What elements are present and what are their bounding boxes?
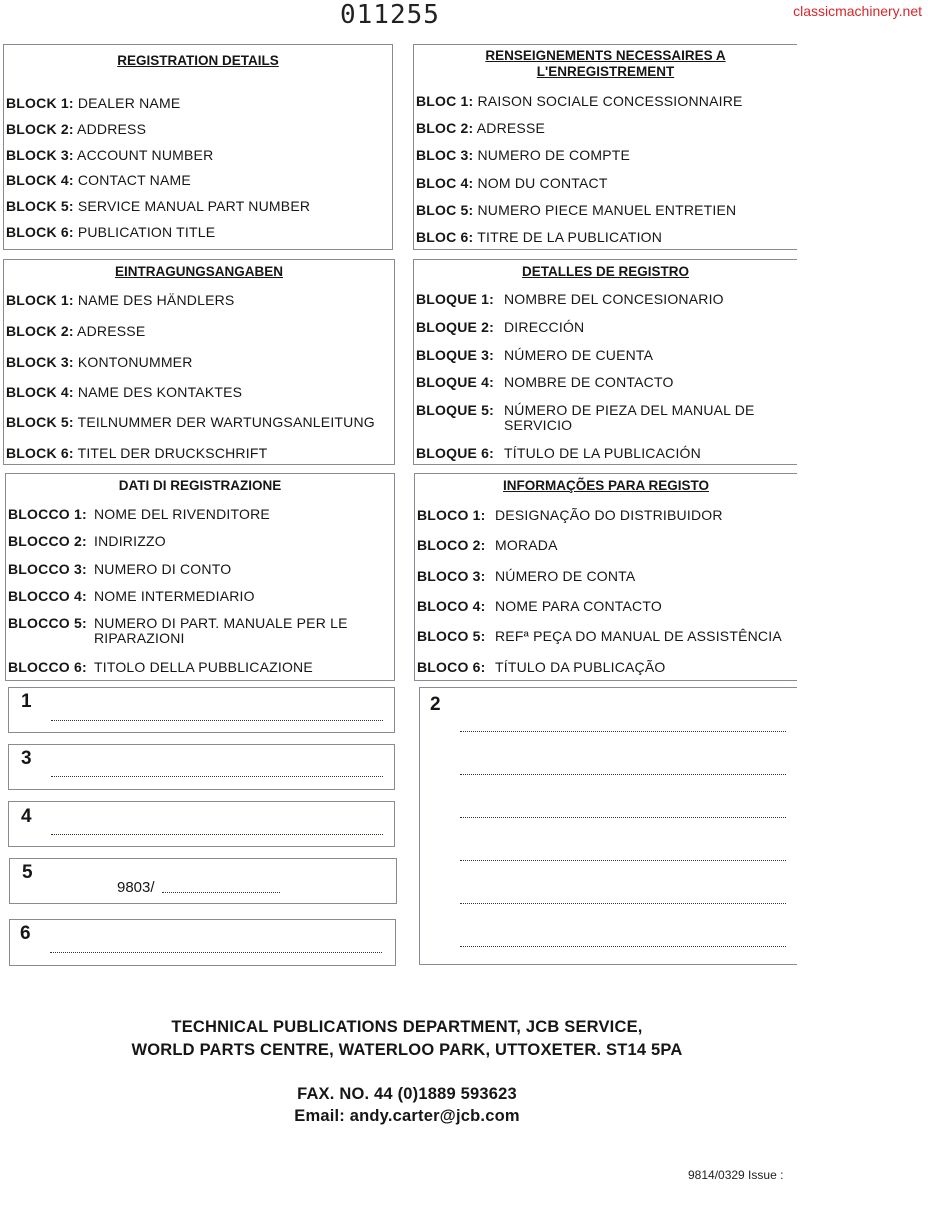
section-portuguese (414, 473, 797, 681)
list-item: BLOQUE 2: DIRECCIÓN (416, 319, 585, 335)
list-item: BLOQUE 4: NOMBRE DE CONTACTO (416, 374, 674, 390)
section-spanish (413, 259, 797, 465)
list-item: BLOCK 5: TEILNUMMER DER WARTUNGSANLEITUNG (6, 414, 375, 430)
list-item: BLOCK 4: CONTACT NAME (6, 172, 191, 188)
list-item: BLOCCO 6: TITOLO DELLA PUBBLICAZIONE (8, 659, 313, 675)
section-heading: RENSEIGNEMENTS NECESSAIRES A L'ENREGISTREMENT (485, 48, 726, 79)
list-item: BLOCO 1: DESIGNAÇÃO DO DISTRIBUIDOR (417, 507, 723, 523)
email-address: Email: andy.carter@jcb.com (294, 1107, 520, 1125)
list-item: BLOCCO 2: INDIRIZZO (8, 533, 166, 549)
section-german (3, 259, 395, 465)
list-item: BLOCK 2: ADDRESS (6, 121, 147, 137)
list-item: BLOCK 1: DEALER NAME (6, 95, 181, 111)
address-line-field[interactable] (460, 774, 786, 775)
list-item: BLOQUE 3: NÚMERO DE CUENTA (416, 347, 654, 363)
list-item: BLOCK 6: TITEL DER DRUCKSCHRIFT (6, 445, 268, 461)
address-line-field[interactable] (460, 817, 786, 818)
service-manual-part-number-field[interactable] (162, 892, 280, 893)
serial-number: 011255 (340, 0, 440, 30)
section-heading: DATI DI REGISTRAZIONE (118, 478, 282, 493)
address-line-field[interactable] (460, 903, 786, 904)
list-item: BLOC 1: RAISON SOCIALE CONCESSIONNAIRE (416, 93, 743, 109)
department-address-line2: WORLD PARTS CENTRE, WATERLOO PARK, UTTOXETER. ST14 5PA (131, 1041, 683, 1059)
list-item: BLOCCO 3: NUMERO DI CONTO (8, 561, 232, 577)
list-item: BLOCCO 4: NOME INTERMEDIARIO (8, 588, 255, 604)
issue-number: 9814/0329 Issue : (688, 1168, 784, 1182)
list-item: BLOC 6: TITRE DE LA PUBLICATION (416, 229, 663, 245)
publication-title-field[interactable] (50, 952, 382, 953)
block-number: 1 (21, 691, 32, 712)
part-number-prefix: 9803/ (117, 879, 155, 896)
address-line-field[interactable] (460, 731, 786, 732)
section-english (3, 44, 393, 250)
department-address-line1: TECHNICAL PUBLICATIONS DEPARTMENT, JCB SERVICE, (171, 1018, 643, 1036)
list-item: BLOCK 3: ACCOUNT NUMBER (6, 147, 214, 163)
list-item: BLOC 3: NUMERO DE COMPTE (416, 147, 631, 163)
address-line-field[interactable] (460, 860, 786, 861)
form-block-6 (9, 919, 396, 966)
list-item: BLOC 4: NOM DU CONTACT (416, 175, 608, 191)
block-number: 5 (22, 862, 33, 883)
list-item: BLOQUE 1: NOMBRE DEL CONCESIONARIO (416, 291, 724, 307)
block-number: 2 (430, 694, 441, 715)
form-block-4 (8, 801, 395, 847)
account-number-field[interactable] (51, 776, 383, 777)
watermark: classicmachinery.net (793, 3, 922, 19)
fax-number: FAX. NO. 44 (0)1889 593623 (297, 1085, 517, 1103)
address-line-field[interactable] (460, 946, 786, 947)
list-item: BLOCO 4: NOME PARA CONTACTO (417, 598, 662, 614)
list-item: BLOQUE 6: TÍTULO DE LA PUBLICACIÓN (416, 445, 701, 461)
list-item: BLOCO 2: MORADA (417, 537, 558, 553)
section-heading: DETALLES DE REGISTRO (521, 264, 689, 279)
section-heading: REGISTRATION DETAILS (117, 53, 279, 68)
list-item: BLOC 5: NUMERO PIECE MANUEL ENTRETIEN (416, 202, 737, 218)
list-item: BLOCO 6: TÍTULO DA PUBLICAÇÃO (417, 659, 666, 675)
section-french (413, 44, 797, 250)
section-italian (5, 473, 395, 681)
dealer-name-field[interactable] (51, 720, 383, 721)
block-number: 4 (21, 806, 32, 827)
list-item: BLOCK 1: NAME DES HÄNDLERS (6, 292, 235, 308)
list-item: BLOCK 3: KONTONUMMER (6, 354, 193, 370)
list-item: BLOCK 6: PUBLICATION TITLE (6, 224, 216, 240)
section-heading: INFORMAÇÕES PARA REGISTO (502, 478, 709, 493)
form-block-2 (419, 687, 797, 965)
list-item: BLOC 2: ADRESSE (416, 120, 546, 136)
list-item: BLOCK 2: ADRESSE (6, 323, 146, 339)
section-heading: EINTRAGUNGSANGABEN (114, 264, 283, 279)
list-item: BLOCO 3: NÚMERO DE CONTA (417, 568, 636, 584)
form-block-5 (9, 858, 397, 904)
list-item: BLOCK 5: SERVICE MANUAL PART NUMBER (6, 198, 311, 214)
list-item: BLOCO 5: REFª PEÇA DO MANUAL DE ASSISTÊNCIA (417, 628, 782, 644)
list-item: BLOCCO 5: NUMERO DI PART. MANUALE PER LE RIPARAZIONI (8, 615, 348, 646)
list-item: BLOCK 4: NAME DES KONTAKTES (6, 384, 243, 400)
contact-name-field[interactable] (51, 834, 383, 835)
list-item: BLOCCO 1: NOME DEL RIVENDITORE (8, 506, 270, 522)
list-item: BLOQUE 5: NÚMERO DE PIEZA DEL MANUAL DE SERVICIO (416, 402, 755, 433)
form-block-1 (8, 687, 395, 733)
block-number: 6 (20, 923, 31, 944)
block-number: 3 (21, 748, 32, 769)
form-block-3 (8, 744, 395, 790)
